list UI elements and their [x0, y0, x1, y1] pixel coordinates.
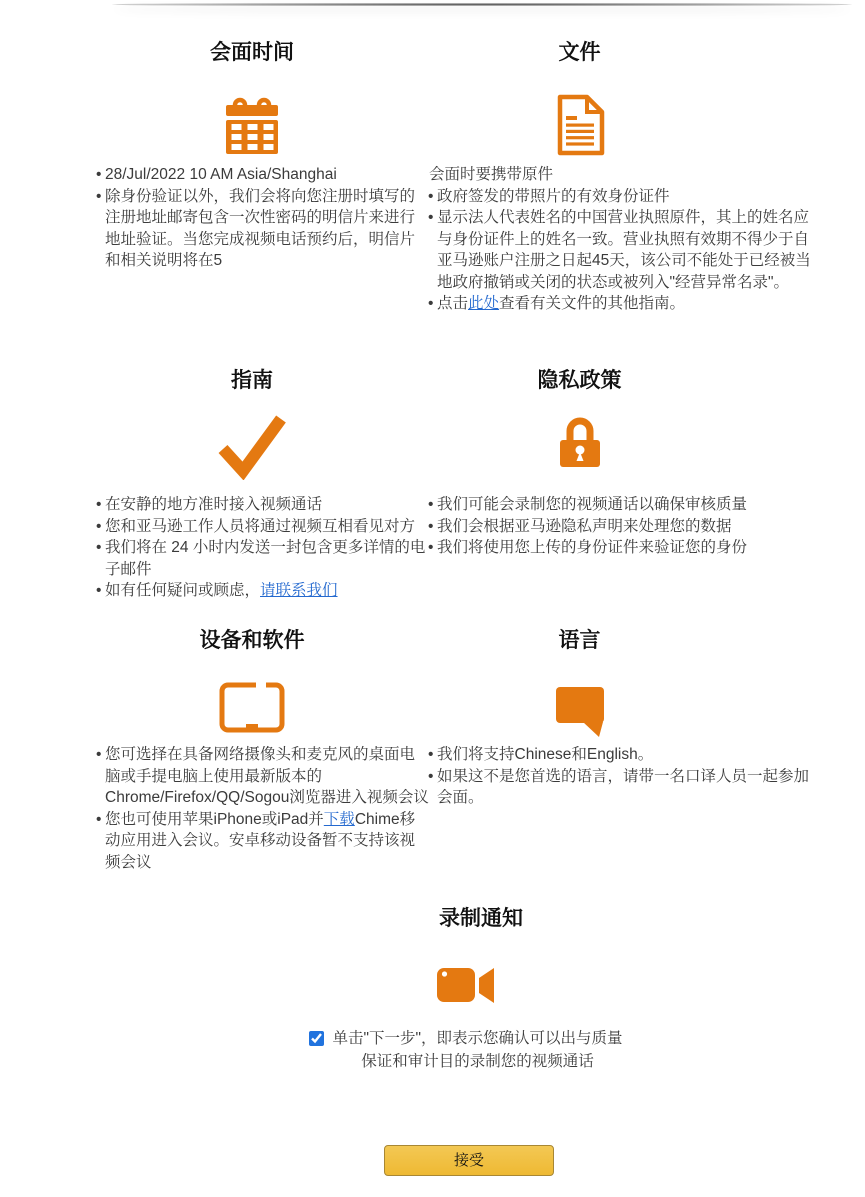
guidelines-list: [97, 494, 429, 602]
consent-label: 单击"下一步"，即表示您确认可以出与质量保证和审计目的录制您的视频通话: [332, 1030, 623, 1070]
documents-intro: 会面时要携带原件: [429, 166, 554, 184]
language-title: 语言: [558, 629, 601, 652]
recording-notice-title: 录制通知: [439, 907, 523, 930]
footer-actions: [97, 1145, 865, 1176]
info-grid-row-1: [97, 40, 865, 362]
list-item: • 如有任何疑问或顾虑，请联系我们: [97, 580, 429, 602]
list-item: • 显示法人代表姓名的中国营业执照原件，其上的姓名应与身份证件上的姓名一致。营业执照有效期不得少于自亚马逊账户注册之日起45天，该公司不能处于已经被当地政府撤销或关闭的状态或被列入"经营异常名录"。: [429, 207, 816, 293]
list-item: • 我们会根据亚马逊隐私声明来处理您的数据: [429, 516, 816, 538]
list-item: • 点击此处查看有关文件的其他指南。: [429, 293, 816, 315]
checkmark-icon: [97, 412, 407, 480]
tablet-icon: [97, 682, 407, 734]
top-shadow-artifact: [112, 3, 852, 6]
privacy-policy-title: 隐私政策: [537, 369, 622, 392]
accept-button[interactable]: 接受: [384, 1145, 554, 1176]
info-grid-row-2: [97, 368, 865, 628]
recording-consent-row: [83, 1028, 851, 1073]
section-recording-notice: [97, 906, 865, 1073]
lock-icon: [429, 412, 730, 480]
language-list: [429, 744, 816, 809]
video-camera-icon: [82, 962, 850, 1008]
section-documents: [429, 40, 816, 362]
list-item: • 我们将使用您上传的身份证件来验证您的身份: [429, 537, 816, 559]
section-equipment-software: [97, 628, 429, 906]
consent-checkbox[interactable]: [309, 1031, 324, 1046]
guidelines-title: 指南: [231, 369, 273, 392]
section-guidelines: [97, 368, 429, 628]
list-item: • 您和亚马逊工作人员将通过视频互相看见对方: [97, 516, 429, 538]
list-item: • 如果这不是您首选的语言，请带一名口译人员一起参加会面。: [429, 766, 816, 809]
document-icon: [429, 94, 730, 156]
list-item: • 我们将支持Chinese和English。: [429, 744, 816, 766]
info-grid-row-3: [97, 628, 865, 906]
list-item: • 我们将在 24 小时内发送一封包含更多详情的电子邮件: [97, 537, 429, 580]
equipment-software-list: [97, 744, 429, 873]
section-language: [429, 628, 816, 906]
contact-us-link[interactable]: 请联系我们: [260, 582, 338, 600]
documents-title: 文件: [558, 41, 601, 64]
list-item: • 您也可使用苹果iPhone或iPad并下载Chime移动应用进入会议。安卓移动设备暂不支持该视频会议: [97, 809, 429, 874]
list-item: • 除身份验证以外，我们会将向您注册时填写的注册地址邮寄包含一次性密码的明信片来进行地址验证。当您完成视频电话预约后，明信片和相关说明将在5: [97, 186, 429, 272]
download-link[interactable]: 下载: [323, 810, 355, 828]
section-privacy-policy: [429, 368, 816, 628]
documents-list: [429, 186, 816, 315]
list-item: • 您可选择在具备网络摄像头和麦克风的桌面电脑或手提电脑上使用最新版本的Chrome/Firefox/QQ/Sogou浏览器进入视频会议: [97, 744, 429, 809]
list-item: • 政府签发的带照片的有效身份证件: [429, 186, 816, 208]
list-item: • 我们可能会录制您的视频通话以确保审核质量: [429, 494, 816, 516]
section-meeting-time: [97, 40, 429, 362]
privacy-policy-list: [429, 494, 816, 559]
list-item: • 28/Jul/2022 10 AM Asia/Shanghai: [97, 164, 429, 186]
calendar-icon: [97, 94, 407, 156]
here-link[interactable]: 此处: [468, 295, 500, 313]
speech-bubble-icon: [429, 682, 730, 734]
meeting-time-title: 会面时间: [210, 41, 294, 64]
equipment-software-title: 设备和软件: [199, 629, 305, 652]
meeting-time-list: [97, 164, 429, 272]
list-item: • 在安静的地方准时接入视频通话: [97, 494, 429, 516]
